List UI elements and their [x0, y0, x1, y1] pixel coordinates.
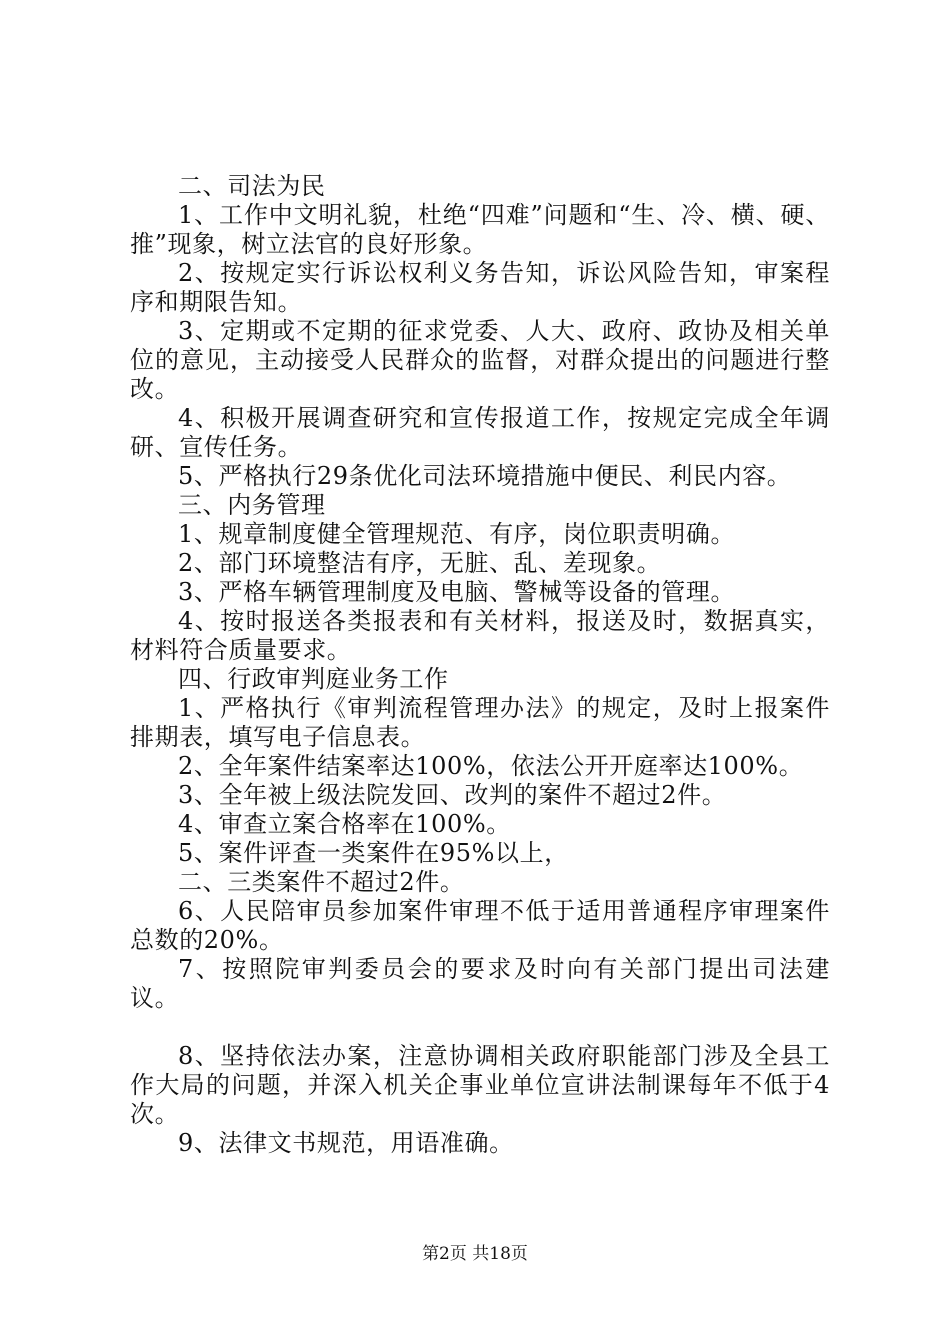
paragraph: 8、坚持依法办案，注意协调相关政府职能部门涉及全县工作大局的问题，并深入机关企事业单位宣讲法制课每年不低于4次。: [130, 1042, 830, 1128]
section-heading-4: 四、行政审判庭业务工作: [178, 665, 449, 693]
paragraph: 6、人民陪审员参加案件审理不低于适用普通程序审理案件总数的20%。: [130, 897, 830, 954]
section-heading-2: 二、司法为民: [178, 172, 326, 200]
paragraph: 1、严格执行《审判流程管理办法》的规定，及时上报案件排期表，填写电子信息表。: [130, 694, 830, 751]
paragraph: 2、按规定实行诉讼权利义务告知，诉讼风险告知，审案程序和期限告知。: [130, 259, 830, 316]
paragraph: 9、法律文书规范，用语准确。: [178, 1129, 514, 1157]
paragraph: 5、案件评查一类案件在95%以上，: [178, 839, 569, 867]
paragraph: 3、定期或不定期的征求党委、人大、政府、政协及相关单位的意见，主动接受人民群众的监督，对群众提出的问题进行整改。: [130, 317, 830, 403]
section-heading-3: 三、内务管理: [178, 491, 326, 519]
paragraph: 4、审查立案合格率在100%。: [178, 810, 511, 838]
paragraph: 2、全年案件结案率达100%，依法公开开庭率达100%。: [178, 752, 804, 780]
paragraph: 1、工作中文明礼貌，杜绝“四难”问题和“生、冷、横、硬、推”现象，树立法官的良好形象。: [130, 201, 830, 258]
paragraph: 3、全年被上级法院发回、改判的案件不超过2件。: [178, 781, 727, 809]
blank-line: [130, 1013, 830, 1042]
page-number-footer: 第2页 共18页: [422, 1244, 528, 1264]
paragraph: 二、三类案件不超过2件。: [178, 868, 465, 896]
paragraph: 4、按时报送各类报表和有关材料，报送及时，数据真实，材料符合质量要求。: [130, 607, 830, 664]
paragraph: 3、严格车辆管理制度及电脑、警械等设备的管理。: [178, 578, 736, 606]
paragraph: 2、部门环境整洁有序，无脏、乱、差现象。: [178, 549, 662, 577]
paragraph: 1、规章制度健全管理规范、有序，岗位职责明确。: [178, 520, 736, 548]
paragraph: 4、积极开展调查研究和宣传报道工作，按规定完成全年调研、宣传任务。: [130, 404, 830, 461]
paragraph: 7、按照院审判委员会的要求及时向有关部门提出司法建议。: [130, 955, 830, 1012]
document-body: [130, 172, 830, 1158]
paragraph: 5、严格执行29条优化司法环境措施中便民、利民内容。: [178, 462, 792, 490]
